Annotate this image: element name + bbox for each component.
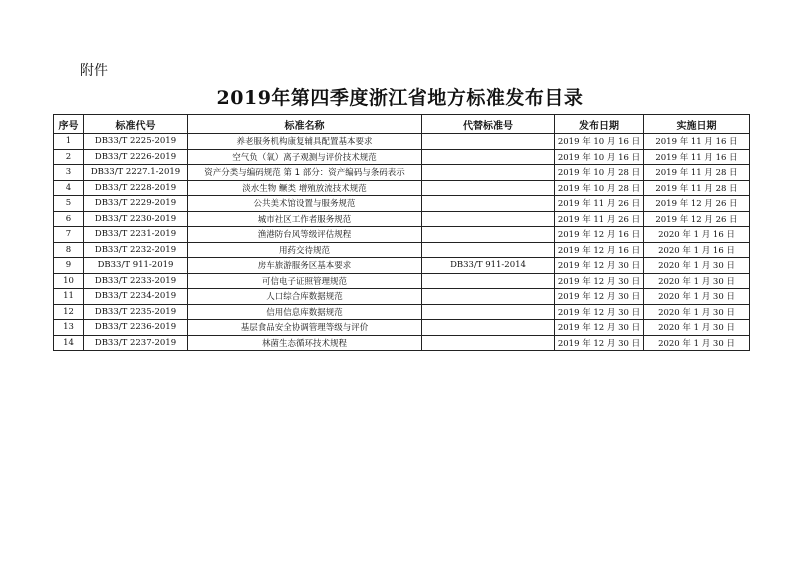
cell-no: 11 <box>54 289 84 305</box>
table-row <box>54 134 750 150</box>
cell-release-date: 2019 年 12 月 30 日 <box>555 304 644 320</box>
cell-replaced <box>422 289 555 305</box>
cell-replaced <box>422 273 555 289</box>
cell-release-date: 2019 年 11 月 26 日 <box>555 211 644 227</box>
header-cell-release-date: 发布日期 <box>555 115 644 134</box>
cell-effective-date: 2020 年 1 月 16 日 <box>644 227 750 243</box>
cell-effective-date: 2020 年 1 月 30 日 <box>644 258 750 274</box>
annex-label: 附件 <box>80 63 108 79</box>
cell-code: DB33/T 2231-2019 <box>84 227 188 243</box>
table-header <box>54 115 750 134</box>
cell-name: 淡水生物 鳜类 增殖放流技术规范 <box>188 180 422 196</box>
cell-effective-date: 2019 年 11 月 16 日 <box>644 149 750 165</box>
cell-effective-date: 2019 年 11 月 28 日 <box>644 180 750 196</box>
cell-effective-date: 2020 年 1 月 30 日 <box>644 273 750 289</box>
cell-release-date: 2019 年 12 月 16 日 <box>555 227 644 243</box>
cell-replaced <box>422 196 555 212</box>
cell-code: DB33/T 911-2019 <box>84 258 188 274</box>
table-row <box>54 258 750 274</box>
header-row <box>54 115 750 134</box>
cell-code: DB33/T 2237-2019 <box>84 335 188 351</box>
cell-release-date: 2019 年 10 月 16 日 <box>555 134 644 150</box>
cell-name: 城市社区工作者服务规范 <box>188 211 422 227</box>
cell-name: 人口综合库数据规范 <box>188 289 422 305</box>
cell-release-date: 2019 年 10 月 16 日 <box>555 149 644 165</box>
cell-no: 3 <box>54 165 84 181</box>
cell-replaced <box>422 149 555 165</box>
cell-effective-date: 2020 年 1 月 30 日 <box>644 320 750 336</box>
cell-name: 渔港防台风等级评估规程 <box>188 227 422 243</box>
cell-no: 13 <box>54 320 84 336</box>
cell-code: DB33/T 2230-2019 <box>84 211 188 227</box>
cell-no: 5 <box>54 196 84 212</box>
page-title: 2019年第四季度浙江省地方标准发布目录 <box>216 87 584 109</box>
table-row <box>54 211 750 227</box>
cell-replaced <box>422 227 555 243</box>
cell-no: 8 <box>54 242 84 258</box>
cell-replaced <box>422 180 555 196</box>
cell-effective-date: 2019 年 11 月 28 日 <box>644 165 750 181</box>
table-row <box>54 304 750 320</box>
cell-no: 9 <box>54 258 84 274</box>
cell-name: 可信电子证照管理规范 <box>188 273 422 289</box>
cell-code: DB33/T 2225-2019 <box>84 134 188 150</box>
cell-code: DB33/T 2228-2019 <box>84 180 188 196</box>
header-cell-effective-date: 实施日期 <box>644 115 750 134</box>
cell-name: 公共美术馆设置与服务规范 <box>188 196 422 212</box>
cell-code: DB33/T 2234-2019 <box>84 289 188 305</box>
cell-release-date: 2019 年 12 月 30 日 <box>555 273 644 289</box>
cell-code: DB33/T 2227.1-2019 <box>84 165 188 181</box>
table-row <box>54 320 750 336</box>
table-body <box>54 134 750 351</box>
cell-replaced <box>422 242 555 258</box>
standards-table <box>53 114 750 351</box>
cell-effective-date: 2019 年 11 月 16 日 <box>644 134 750 150</box>
header-cell-replaced: 代替标准号 <box>422 115 555 134</box>
cell-release-date: 2019 年 11 月 26 日 <box>555 196 644 212</box>
cell-replaced <box>422 335 555 351</box>
cell-name: 养老服务机构康复辅具配置基本要求 <box>188 134 422 150</box>
cell-release-date: 2019 年 12 月 16 日 <box>555 242 644 258</box>
table-row <box>54 227 750 243</box>
cell-no: 10 <box>54 273 84 289</box>
cell-replaced <box>422 165 555 181</box>
cell-effective-date: 2019 年 12 月 26 日 <box>644 211 750 227</box>
table-row <box>54 242 750 258</box>
table-row <box>54 180 750 196</box>
cell-effective-date: 2020 年 1 月 30 日 <box>644 304 750 320</box>
cell-code: DB33/T 2233-2019 <box>84 273 188 289</box>
cell-code: DB33/T 2232-2019 <box>84 242 188 258</box>
table-row <box>54 335 750 351</box>
cell-name: 资产分类与编码规范 第 1 部分：资产编码与条码表示 <box>188 165 422 181</box>
cell-release-date: 2019 年 12 月 30 日 <box>555 335 644 351</box>
cell-name: 房车旅游服务区基本要求 <box>188 258 422 274</box>
cell-no: 2 <box>54 149 84 165</box>
cell-replaced <box>422 320 555 336</box>
cell-replaced <box>422 304 555 320</box>
cell-code: DB33/T 2226-2019 <box>84 149 188 165</box>
header-cell-code: 标准代号 <box>84 115 188 134</box>
cell-no: 6 <box>54 211 84 227</box>
table-row <box>54 289 750 305</box>
cell-name: 信用信息库数据规范 <box>188 304 422 320</box>
cell-release-date: 2019 年 12 月 30 日 <box>555 289 644 305</box>
cell-release-date: 2019 年 10 月 28 日 <box>555 165 644 181</box>
cell-no: 4 <box>54 180 84 196</box>
cell-code: DB33/T 2235-2019 <box>84 304 188 320</box>
cell-effective-date: 2020 年 1 月 16 日 <box>644 242 750 258</box>
table-row <box>54 149 750 165</box>
cell-replaced <box>422 134 555 150</box>
header-cell-no: 序号 <box>54 115 84 134</box>
table-row <box>54 273 750 289</box>
table-row <box>54 165 750 181</box>
header-cell-name: 标准名称 <box>188 115 422 134</box>
cell-name: 基层食品安全协调管理等级与评价 <box>188 320 422 336</box>
cell-name: 空气负（氧）离子观测与评价技术规范 <box>188 149 422 165</box>
cell-release-date: 2019 年 10 月 28 日 <box>555 180 644 196</box>
cell-no: 12 <box>54 304 84 320</box>
cell-replaced: DB33/T 911-2014 <box>422 258 555 274</box>
table-row <box>54 196 750 212</box>
cell-effective-date: 2019 年 12 月 26 日 <box>644 196 750 212</box>
cell-name: 用药交待规范 <box>188 242 422 258</box>
cell-release-date: 2019 年 12 月 30 日 <box>555 320 644 336</box>
cell-name: 林菌生态循环技术规程 <box>188 335 422 351</box>
cell-no: 14 <box>54 335 84 351</box>
cell-code: DB33/T 2229-2019 <box>84 196 188 212</box>
cell-release-date: 2019 年 12 月 30 日 <box>555 258 644 274</box>
cell-replaced <box>422 211 555 227</box>
cell-effective-date: 2020 年 1 月 30 日 <box>644 289 750 305</box>
cell-code: DB33/T 2236-2019 <box>84 320 188 336</box>
cell-no: 1 <box>54 134 84 150</box>
cell-effective-date: 2020 年 1 月 30 日 <box>644 335 750 351</box>
cell-no: 7 <box>54 227 84 243</box>
